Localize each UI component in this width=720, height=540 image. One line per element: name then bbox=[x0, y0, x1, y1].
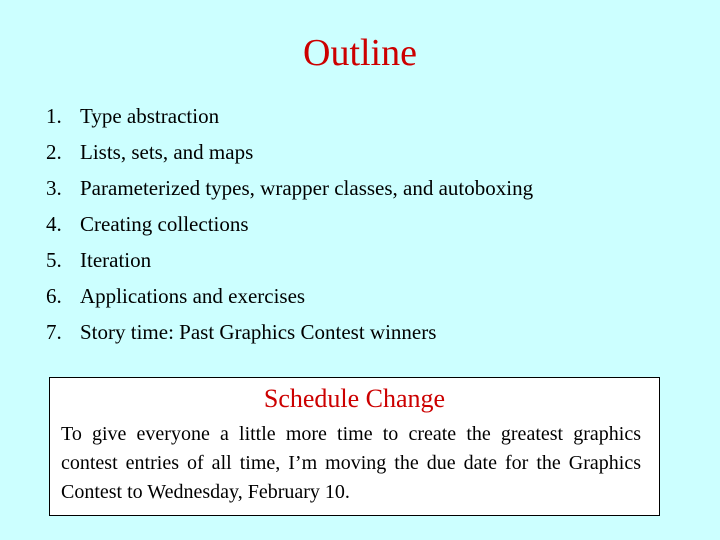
item-text: Lists, sets, and maps bbox=[80, 140, 254, 164]
item-text: Applications and exercises bbox=[80, 284, 306, 308]
outline-item bbox=[46, 206, 533, 242]
item-text: Parameterized types, wrapper classes, and autoboxing bbox=[80, 176, 534, 200]
item-number: 5. bbox=[46, 248, 62, 272]
outline-item bbox=[46, 242, 533, 278]
item-number: 6. bbox=[46, 284, 62, 308]
notice-title: Schedule Change bbox=[263, 384, 446, 413]
outline-item bbox=[46, 314, 533, 350]
slide-title: Outline bbox=[303, 32, 417, 74]
item-number: 4. bbox=[46, 212, 62, 236]
item-text: Creating collections bbox=[80, 212, 249, 236]
item-number: 7. bbox=[46, 320, 62, 344]
item-text: Iteration bbox=[80, 248, 152, 272]
item-number: 2. bbox=[46, 140, 62, 164]
schedule-change-box bbox=[49, 377, 660, 516]
item-number: 1. bbox=[46, 104, 62, 128]
outline-list bbox=[46, 98, 533, 350]
notice-body: To give everyone a little more time to create the greatest graphics contest entries of all time, I’m moving the due date for the Graphics Contest to Wednesday, February 10. bbox=[61, 423, 641, 503]
outline-item bbox=[46, 278, 533, 314]
outline-item bbox=[46, 98, 533, 134]
outline-item bbox=[46, 170, 533, 206]
item-text: Type abstraction bbox=[80, 104, 220, 128]
item-text: Story time: Past Graphics Contest winners bbox=[80, 320, 437, 344]
outline-item bbox=[46, 134, 533, 170]
item-number: 3. bbox=[46, 176, 62, 200]
